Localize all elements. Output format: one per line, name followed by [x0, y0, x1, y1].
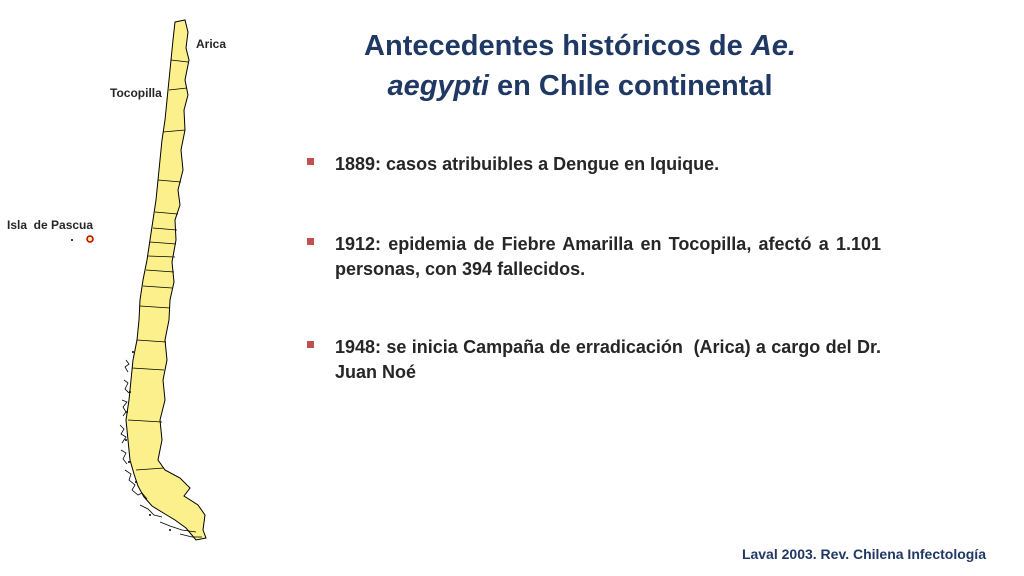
slide-title — [300, 26, 860, 106]
slide-title-line-1: Antecedentes históricos de Ae. — [364, 30, 796, 62]
bullet-item: 1912: epidemia de Fiebre Amarilla en Tocopilla, afectó a 1.101 personas, con 394 fallecidos. — [305, 232, 881, 282]
map-label-tocopilla: Tocopilla — [110, 86, 162, 100]
bullet-item: 1889: casos atribuibles a Dengue en Iquique. — [305, 152, 881, 177]
bullet-item: 1948: se inicia Campaña de erradicación (Arica) a cargo del Dr. Juan Noé — [305, 335, 881, 385]
map-label-isla-de-pascua: Isla de Pascua — [7, 218, 94, 232]
square-bullet-icon — [307, 238, 314, 245]
isla-de-pascua-marker — [71, 236, 93, 242]
slide-title-line-2: aegypti en Chile continental — [387, 70, 773, 102]
square-bullet-icon — [307, 341, 314, 348]
citation: Laval 2003. Rev. Chilena Infectología — [741, 546, 986, 562]
map-label-arica: Arica — [196, 37, 227, 51]
square-bullet-icon — [307, 158, 314, 165]
